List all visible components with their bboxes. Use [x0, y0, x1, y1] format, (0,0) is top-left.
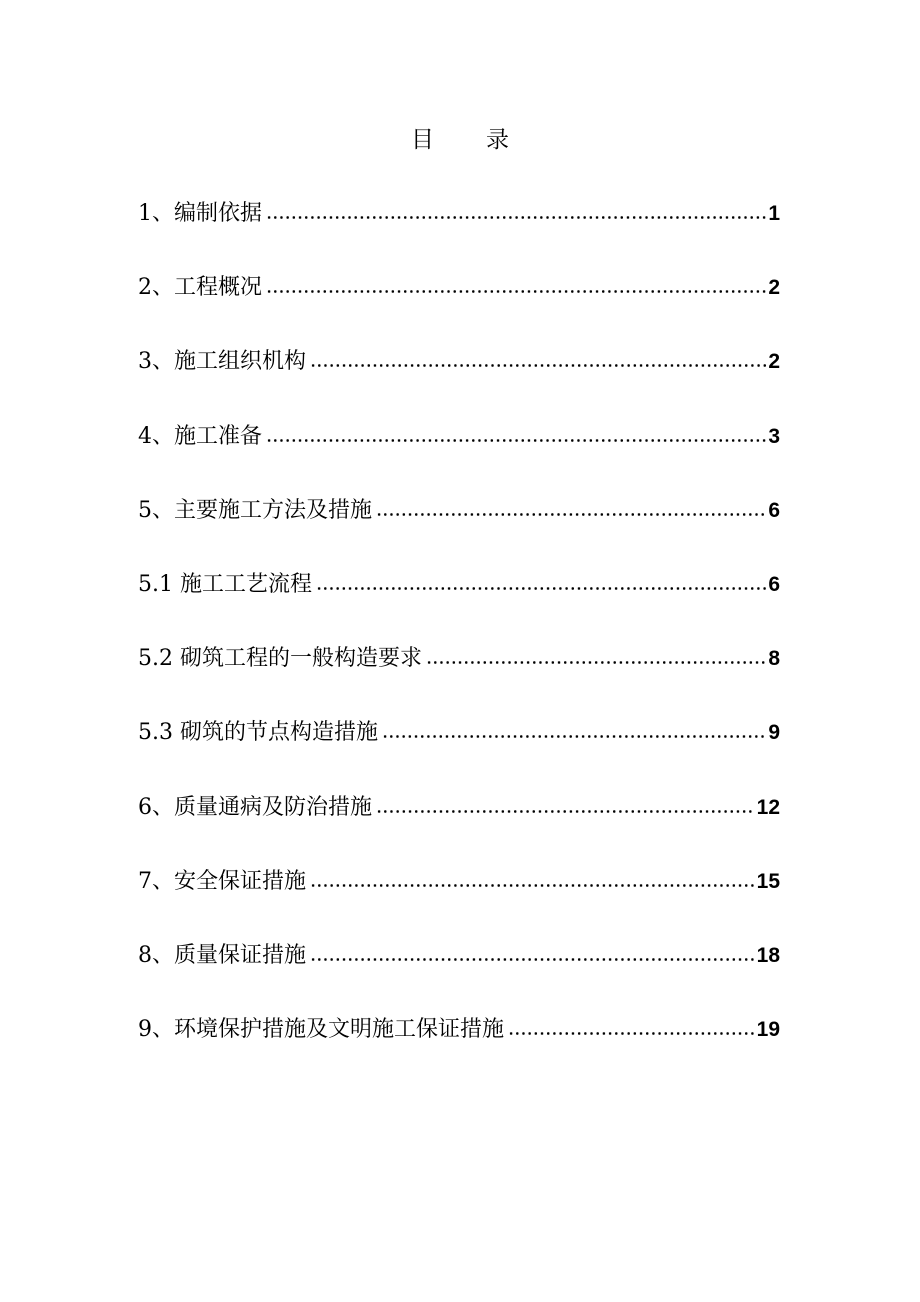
toc-entry-label: 1、编制依据 [138, 201, 262, 226]
toc-page-number: 6 [768, 572, 780, 596]
toc-page-number: 19 [756, 1018, 780, 1042]
toc-entry-label: 7、安全保证措施 [138, 868, 306, 894]
toc-entry[interactable] [138, 344, 780, 380]
toc-entry[interactable] [138, 1012, 780, 1048]
toc-entry[interactable] [138, 641, 780, 677]
toc-entry[interactable] [138, 196, 780, 232]
toc-dot-leader [310, 938, 755, 974]
toc-dot-leader [266, 196, 766, 232]
toc-page-number: 9 [768, 721, 780, 745]
title-char-2: 录 [486, 127, 509, 153]
toc-entry[interactable] [138, 493, 780, 529]
toc-page-number: 18 [756, 943, 780, 967]
toc-entry-label: 4、施工准备 [138, 423, 262, 449]
toc-entry-label: 6、质量通病及防治措施 [138, 794, 372, 820]
toc-page-number: 3 [768, 424, 780, 448]
toc-entry[interactable] [138, 567, 780, 603]
toc-dot-leader [382, 715, 766, 751]
toc-dot-leader [266, 419, 766, 455]
toc-page-number: 2 [768, 350, 780, 374]
toc-dot-leader [426, 641, 766, 677]
toc-dot-leader [376, 790, 755, 826]
toc-entry-label: 8、质量保证措施 [138, 942, 306, 968]
toc-entry[interactable] [138, 864, 780, 900]
page-title [0, 124, 920, 156]
toc-entry-label: 5.2 砌筑工程的一般构造要求 [138, 646, 422, 672]
toc-dot-leader [508, 1012, 755, 1048]
toc-page-number: 12 [756, 795, 780, 819]
toc-entry[interactable] [138, 790, 780, 826]
toc-dot-leader [316, 567, 766, 603]
toc-dot-leader [310, 864, 755, 900]
toc-dot-leader [376, 493, 766, 529]
title-char-1: 目 [411, 127, 434, 153]
toc-entry-label: 5、主要施工方法及措施 [138, 497, 372, 523]
toc-entry[interactable] [138, 938, 780, 974]
toc-entry-label: 5.1 施工工艺流程 [138, 571, 312, 597]
toc-page-number: 1 [768, 202, 780, 225]
toc-entry-label: 3、施工组织机构 [138, 349, 306, 375]
toc-entry[interactable] [138, 270, 780, 306]
toc-page-number: 8 [768, 647, 780, 671]
toc-dot-leader [266, 270, 766, 306]
toc-entry-label: 2、工程概况 [138, 275, 262, 301]
toc-page-number: 2 [768, 276, 780, 300]
toc-page-number: 6 [768, 498, 780, 522]
toc-entry[interactable] [138, 419, 780, 455]
toc-entry-label: 5.3 砌筑的节点构造措施 [138, 720, 378, 746]
toc-entry[interactable] [138, 715, 780, 751]
table-of-contents [138, 196, 780, 1086]
toc-entry-label: 9、环境保护措施及文明施工保证措施 [138, 1017, 504, 1043]
toc-dot-leader [310, 344, 766, 380]
toc-page-number: 15 [756, 869, 780, 893]
